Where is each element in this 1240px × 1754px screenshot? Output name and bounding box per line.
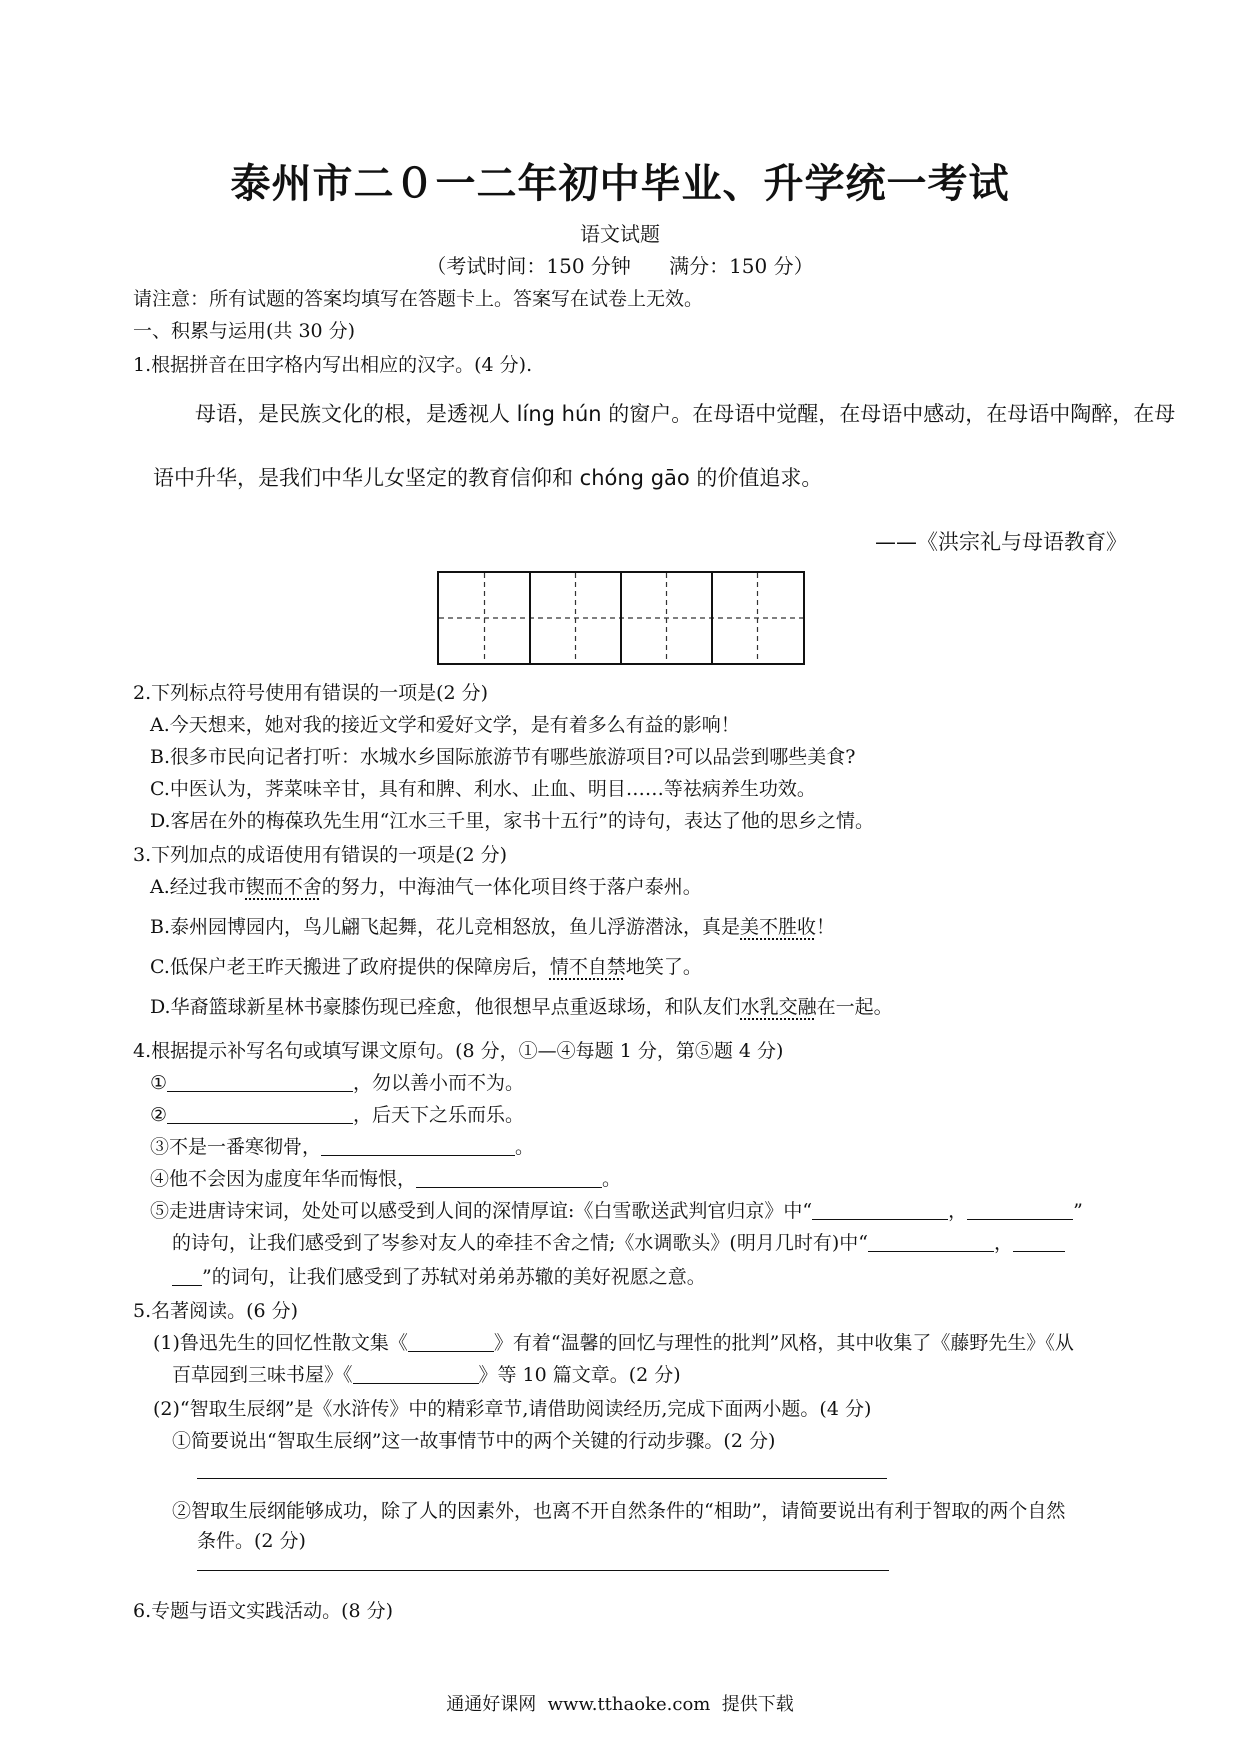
q4-item5-text-a: ⑤走进唐诗宋词，处处可以感受到人间的深情厚谊:《白雪歌送武判官归京》中“ (150, 1200, 813, 1222)
q3-option-a-after: 的努力，中海油气一体化项目终于落户泰州。 (321, 876, 702, 898)
q5-part1-blank2[interactable] (353, 1364, 479, 1384)
q5-part1-text-a: (1)鲁迅先生的回忆性散文集《 (153, 1332, 408, 1354)
footer-credit: 通通好课网 www.tthaoke.com 提供下载 (446, 1694, 794, 1715)
q4-item2-text: ，后天下之乐而乐。 (353, 1104, 525, 1126)
q4-item5-text-b: 的诗句，让我们感受到了岑参对友人的牵挂不舍之情;《水调歌头》(明月几时有)中“ (172, 1232, 868, 1254)
q4-item1 (150, 1068, 524, 1095)
q2-option-b: B.很多市民向记者打听：水城水乡国际旅游节有哪些旅游项目?可以品尝到哪些美食? (150, 746, 856, 768)
q4-item1-blank[interactable] (167, 1072, 353, 1092)
q4-item5-close1: ” (1073, 1200, 1083, 1222)
q5-part1-line1 (153, 1328, 1074, 1355)
q4-item3-blank[interactable] (321, 1136, 515, 1156)
q3-option-b-before: B.泰州园博园内，鸟儿翩飞起舞，花儿竞相怒放，鱼儿浮游潜泳，真是 (150, 916, 741, 938)
q3-option-c-before: C.低保户老王昨天搬进了政府提供的保障房后， (150, 956, 550, 978)
exam-title: 泰州市二０一二年初中毕业、升学统一考试 (230, 161, 1010, 207)
q3-option-d-after: 在一起。 (816, 996, 893, 1018)
q3-option-d-before: D.华裔篮球新星林书豪膝伤现已痊愈，他很想早点重返球场，和队友们 (150, 996, 741, 1018)
q2-option-a: A.今天想来，她对我的接近文学和爱好文学，是有着多么有益的影响！ (150, 714, 740, 736)
tianzige-grid[interactable] (437, 571, 805, 665)
q5-part2-q1: ①简要说出“智取生辰纲”这一故事情节中的两个关键的行动步骤。(2 分) (172, 1430, 776, 1452)
q4-item5-line2 (172, 1228, 1065, 1255)
q5-part1-text-c: 百草园到三味书屋》《 (172, 1364, 353, 1386)
q3-option-b (150, 912, 835, 939)
q2-option-c: C.中医认为，荠菜味辛甘，具有和脾、利水、止血、明目……等祛病养生功效。 (150, 778, 816, 800)
q1-passage-line2: 语中升华，是我们中华儿女坚定的教育信仰和 chóng gāo 的价值追求。 (153, 466, 823, 490)
q4-item5-blank2[interactable] (967, 1200, 1073, 1220)
q3-option-d (150, 992, 893, 1019)
q3-option-a-before: A.经过我市 (150, 876, 246, 898)
exam-subtitle: 语文试题 (580, 222, 660, 246)
q5-part1-text-d: 》等 10 篇文章。(2 分) (478, 1364, 681, 1386)
q2-stem: 2.下列标点符号使用有错误的一项是(2 分) (133, 682, 489, 704)
q3-option-a (150, 872, 702, 899)
q3-stem: 3.下列加点的成语使用有错误的一项是(2 分) (133, 844, 508, 866)
q5-part2-q2-line2: 条件。(2 分) (197, 1530, 306, 1552)
q4-item4-blank[interactable] (416, 1168, 602, 1188)
q3-option-c (150, 952, 702, 979)
notice: 请注意：所有试题的答案均填写在答题卡上。答案写在试卷上无效。 (133, 288, 704, 310)
q4-item4-end: 。 (602, 1168, 622, 1190)
q4-item5-blank4a[interactable] (1013, 1232, 1065, 1252)
q4-item5-blank4b[interactable] (172, 1266, 202, 1286)
q4-item5-blank3[interactable] (868, 1232, 994, 1252)
q1-stem: 1.根据拼音在田字格内写出相应的汉字。(4 分). (133, 354, 533, 376)
q3-option-d-idiom: 水乳交融 (740, 996, 817, 1018)
q3-option-c-idiom: 情不自禁 (549, 956, 626, 978)
q4-item3-text: ③不是一番寒彻骨， (150, 1136, 322, 1158)
q3-option-c-after: 地笑了。 (625, 956, 702, 978)
q5-part2-stem: (2)“智取生辰纲”是《水浒传》中的精彩章节,请借助阅读经历,完成下面两小题。(4 分) (153, 1398, 872, 1420)
q2-option-d: D.客居在外的梅葆玖先生用“江水三千里，家书十五行”的诗句，表达了他的思乡之情。 (150, 810, 875, 832)
q4-stem: 4.根据提示补写名句或填写课文原句。(8 分，①—④每题 1 分，第⑤题 4 分) (133, 1040, 784, 1062)
q4-item2-number: ② (150, 1104, 168, 1126)
q6-stem: 6.专题与语文实践活动。(8 分) (133, 1600, 394, 1622)
q4-item2 (150, 1100, 524, 1127)
q4-item5-comma2: ， (993, 1232, 1013, 1254)
q5-part1-blank1[interactable] (408, 1332, 494, 1352)
q3-option-b-idiom: 美不胜收 (740, 916, 817, 938)
q4-item5-blank1[interactable] (812, 1200, 948, 1220)
q1-passage-line1: 母语，是民族文化的根，是透视人 líng hún 的窗户。在母语中觉醒，在母语中感动，在母语中陶醉，在母 (195, 402, 1176, 426)
q4-item5-comma1: ， (948, 1200, 968, 1222)
q4-item1-number: ① (150, 1072, 168, 1094)
q5-part1-text-b: 》有着“温馨的回忆与理性的批判”风格，其中收集了《藤野先生》《从 (493, 1332, 1074, 1354)
q5-part1-line2 (172, 1360, 681, 1387)
q4-item3-end: 。 (515, 1136, 535, 1158)
tianzige-lines (439, 573, 803, 663)
q3-option-b-after: ！ (816, 916, 836, 938)
q4-item4-text: ④他不会因为虚度年华而悔恨， (150, 1168, 417, 1190)
q4-item5-line3 (172, 1262, 706, 1289)
q5-part2-q2-answer-line[interactable] (197, 1570, 889, 1571)
q4-item4 (150, 1164, 621, 1191)
q1-source: ——《洪宗礼与母语教育》 (875, 530, 1127, 554)
q5-part2-q1-answer-line[interactable] (197, 1478, 887, 1479)
q5-part2-q2-line1: ②智取生辰纲能够成功，除了人的因素外，也离不开自然条件的“相助”，请简要说出有利于智取的两个自然 (172, 1500, 1066, 1522)
q4-item5-text-c: ”的词句，让我们感受到了苏轼对弟弟苏辙的美好祝愿之意。 (202, 1266, 706, 1288)
section-heading: 一、积累与运用(共 30 分) (133, 320, 356, 342)
q3-option-a-idiom: 锲而不舍 (245, 876, 322, 898)
q4-item5-line1 (150, 1196, 1083, 1223)
exam-info: （考试时间：150 分钟 满分：150 分） (426, 254, 814, 278)
q5-stem: 5.名著阅读。(6 分) (133, 1300, 299, 1322)
q4-item3 (150, 1132, 534, 1159)
q4-item1-text: ，勿以善小而不为。 (353, 1072, 525, 1094)
q4-item2-blank[interactable] (167, 1104, 353, 1124)
